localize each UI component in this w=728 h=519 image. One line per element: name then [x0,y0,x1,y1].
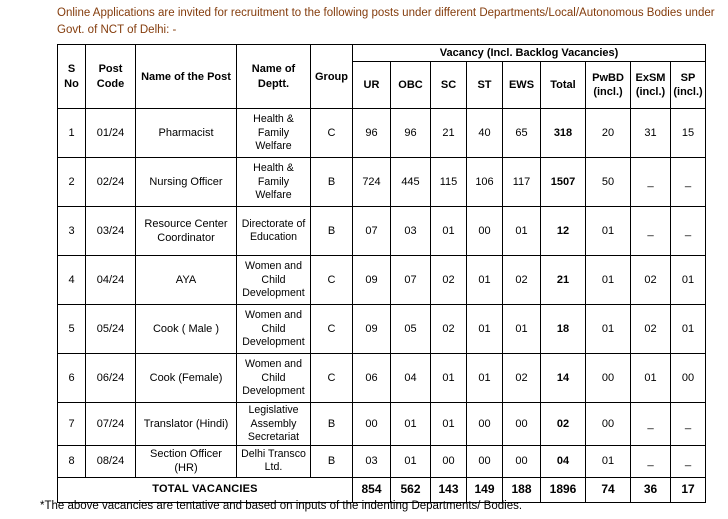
cell-ur: 07 [353,207,391,256]
cell-post-name: Cook ( Male ) [136,305,237,354]
cell-dept-name: Women and Child Development [237,305,311,354]
cell-post-code: 07/24 [86,403,136,446]
intro-text: Online Applications are invited for recruitment to the following posts under different Departments/Local/Autonomous Bodies under Govt. of NCT of Delhi: - [57,7,715,37]
cell-ews: 65 [503,109,541,158]
cell-pwbd: 01 [586,207,631,256]
cell-total: 12 [541,207,586,256]
total-value-sc: 143 [431,477,467,502]
cell-st: 01 [467,354,503,403]
cell-ur: 09 [353,256,391,305]
cell-sp: 01 [671,305,706,354]
header-post-code: Post Code [86,45,136,109]
cell-group: C [311,109,353,158]
table-row [58,354,706,403]
cell-dept-name: Legislative Assembly Secretariat [237,403,311,446]
cell-post-code: 06/24 [86,354,136,403]
cell-sc: 00 [431,446,467,478]
cell-dept-name: Health & Family Welfare [237,109,311,158]
table-row [58,256,706,305]
footnote: *The above vacancies are tentative and based on inputs of the indenting Departments/ Bodies. [40,500,523,512]
cell-st: 00 [467,403,503,446]
cell-ews: 01 [503,207,541,256]
cell-sno: 1 [58,109,86,158]
cell-pwbd: 01 [586,256,631,305]
cell-pwbd: 50 [586,158,631,207]
cell-post-code: 05/24 [86,305,136,354]
cell-dept-name: Delhi Transco Ltd. [237,446,311,478]
cell-group: B [311,207,353,256]
cell-post-name: Cook (Female) [136,354,237,403]
cell-st: 00 [467,207,503,256]
cell-exsm: 01 [631,354,671,403]
cell-sno: 7 [58,403,86,446]
cell-sp: _ [671,403,706,446]
cell-ur: 724 [353,158,391,207]
total-value-total: 1896 [541,477,586,502]
cell-group: B [311,446,353,478]
cell-dept-name: Directorate of Education [237,207,311,256]
cell-pwbd: 01 [586,305,631,354]
cell-ews: 02 [503,256,541,305]
cell-st: 01 [467,256,503,305]
header-group: Group [311,45,353,109]
cell-obc: 07 [391,256,431,305]
cell-post-code: 02/24 [86,158,136,207]
cell-ews: 117 [503,158,541,207]
cell-group: C [311,256,353,305]
cell-total: 04 [541,446,586,478]
cell-exsm: 02 [631,305,671,354]
cell-exsm: _ [631,207,671,256]
header-exsm: ExSM (incl.) [631,62,671,109]
cell-dept-name: Women and Child Development [237,256,311,305]
cell-post-name: Nursing Officer [136,158,237,207]
cell-ur: 09 [353,305,391,354]
cell-group: C [311,305,353,354]
cell-post-name: Section Officer (HR) [136,446,237,478]
cell-obc: 01 [391,446,431,478]
table-row [58,158,706,207]
table-row [58,207,706,256]
cell-dept-name: Women and Child Development [237,354,311,403]
cell-sp: 15 [671,109,706,158]
cell-post-code: 08/24 [86,446,136,478]
cell-sno: 4 [58,256,86,305]
header-st: ST [467,62,503,109]
table-footer [58,477,706,502]
total-value-sp: 17 [671,477,706,502]
cell-ews: 00 [503,403,541,446]
header-sp: SP (incl.) [671,62,706,109]
total-row [58,477,706,502]
cell-obc: 04 [391,354,431,403]
total-value-obc: 562 [391,477,431,502]
cell-pwbd: 01 [586,446,631,478]
cell-sno: 5 [58,305,86,354]
cell-post-name: Pharmacist [136,109,237,158]
total-value-exsm: 36 [631,477,671,502]
table-row [58,446,706,478]
cell-sno: 8 [58,446,86,478]
cell-group: B [311,158,353,207]
cell-sc: 02 [431,305,467,354]
cell-sc: 01 [431,207,467,256]
cell-ur: 00 [353,403,391,446]
cell-dept-name: Health & Family Welfare [237,158,311,207]
header-ur: UR [353,62,391,109]
cell-exsm: _ [631,403,671,446]
cell-st: 40 [467,109,503,158]
cell-sc: 01 [431,403,467,446]
cell-group: B [311,403,353,446]
header-s-no: S No [58,45,86,109]
cell-obc: 05 [391,305,431,354]
cell-st: 106 [467,158,503,207]
cell-pwbd: 20 [586,109,631,158]
cell-total: 18 [541,305,586,354]
cell-total: 14 [541,354,586,403]
cell-obc: 96 [391,109,431,158]
header-row-top [58,45,706,62]
total-label: TOTAL VACANCIES [58,477,353,502]
cell-sno: 2 [58,158,86,207]
cell-total: 1507 [541,158,586,207]
cell-group: C [311,354,353,403]
cell-ur: 03 [353,446,391,478]
cell-post-code: 03/24 [86,207,136,256]
cell-sp: _ [671,207,706,256]
cell-exsm: 31 [631,109,671,158]
cell-obc: 445 [391,158,431,207]
cell-ews: 00 [503,446,541,478]
cell-post-code: 01/24 [86,109,136,158]
cell-sno: 3 [58,207,86,256]
cell-sc: 01 [431,354,467,403]
table-row [58,109,706,158]
cell-post-name: Translator (Hindi) [136,403,237,446]
cell-exsm: _ [631,158,671,207]
cell-obc: 03 [391,207,431,256]
total-value-ur: 854 [353,477,391,502]
cell-exsm: 02 [631,256,671,305]
header-total: Total [541,62,586,109]
header-obc: OBC [391,62,431,109]
cell-sc: 02 [431,256,467,305]
cell-sp: _ [671,158,706,207]
cell-sc: 21 [431,109,467,158]
total-value-st: 149 [467,477,503,502]
cell-exsm: _ [631,446,671,478]
cell-pwbd: 00 [586,354,631,403]
total-value-ews: 188 [503,477,541,502]
cell-ews: 01 [503,305,541,354]
vacancy-table [57,44,706,503]
header-sc: SC [431,62,467,109]
cell-ur: 06 [353,354,391,403]
cell-sc: 115 [431,158,467,207]
cell-sp: 01 [671,256,706,305]
header-post-name: Name of the Post [136,45,237,109]
cell-post-code: 04/24 [86,256,136,305]
cell-total: 318 [541,109,586,158]
table-row [58,305,706,354]
cell-sp: _ [671,446,706,478]
header-vacancy-span: Vacancy (Incl. Backlog Vacancies) [353,45,706,62]
header-pwbd: PwBD (incl.) [586,62,631,109]
cell-total: 21 [541,256,586,305]
cell-ur: 96 [353,109,391,158]
header-ews: EWS [503,62,541,109]
total-value-pwbd: 74 [586,477,631,502]
header-dept: Name of Deptt. [237,45,311,109]
cell-ews: 02 [503,354,541,403]
table-row [58,403,706,446]
cell-obc: 01 [391,403,431,446]
cell-post-name: Resource Center Coordinator [136,207,237,256]
cell-sp: 00 [671,354,706,403]
table-header [58,45,706,109]
cell-pwbd: 00 [586,403,631,446]
table-body [58,109,706,477]
cell-post-name: AYA [136,256,237,305]
cell-st: 01 [467,305,503,354]
cell-total: 02 [541,403,586,446]
cell-st: 00 [467,446,503,478]
cell-sno: 6 [58,354,86,403]
